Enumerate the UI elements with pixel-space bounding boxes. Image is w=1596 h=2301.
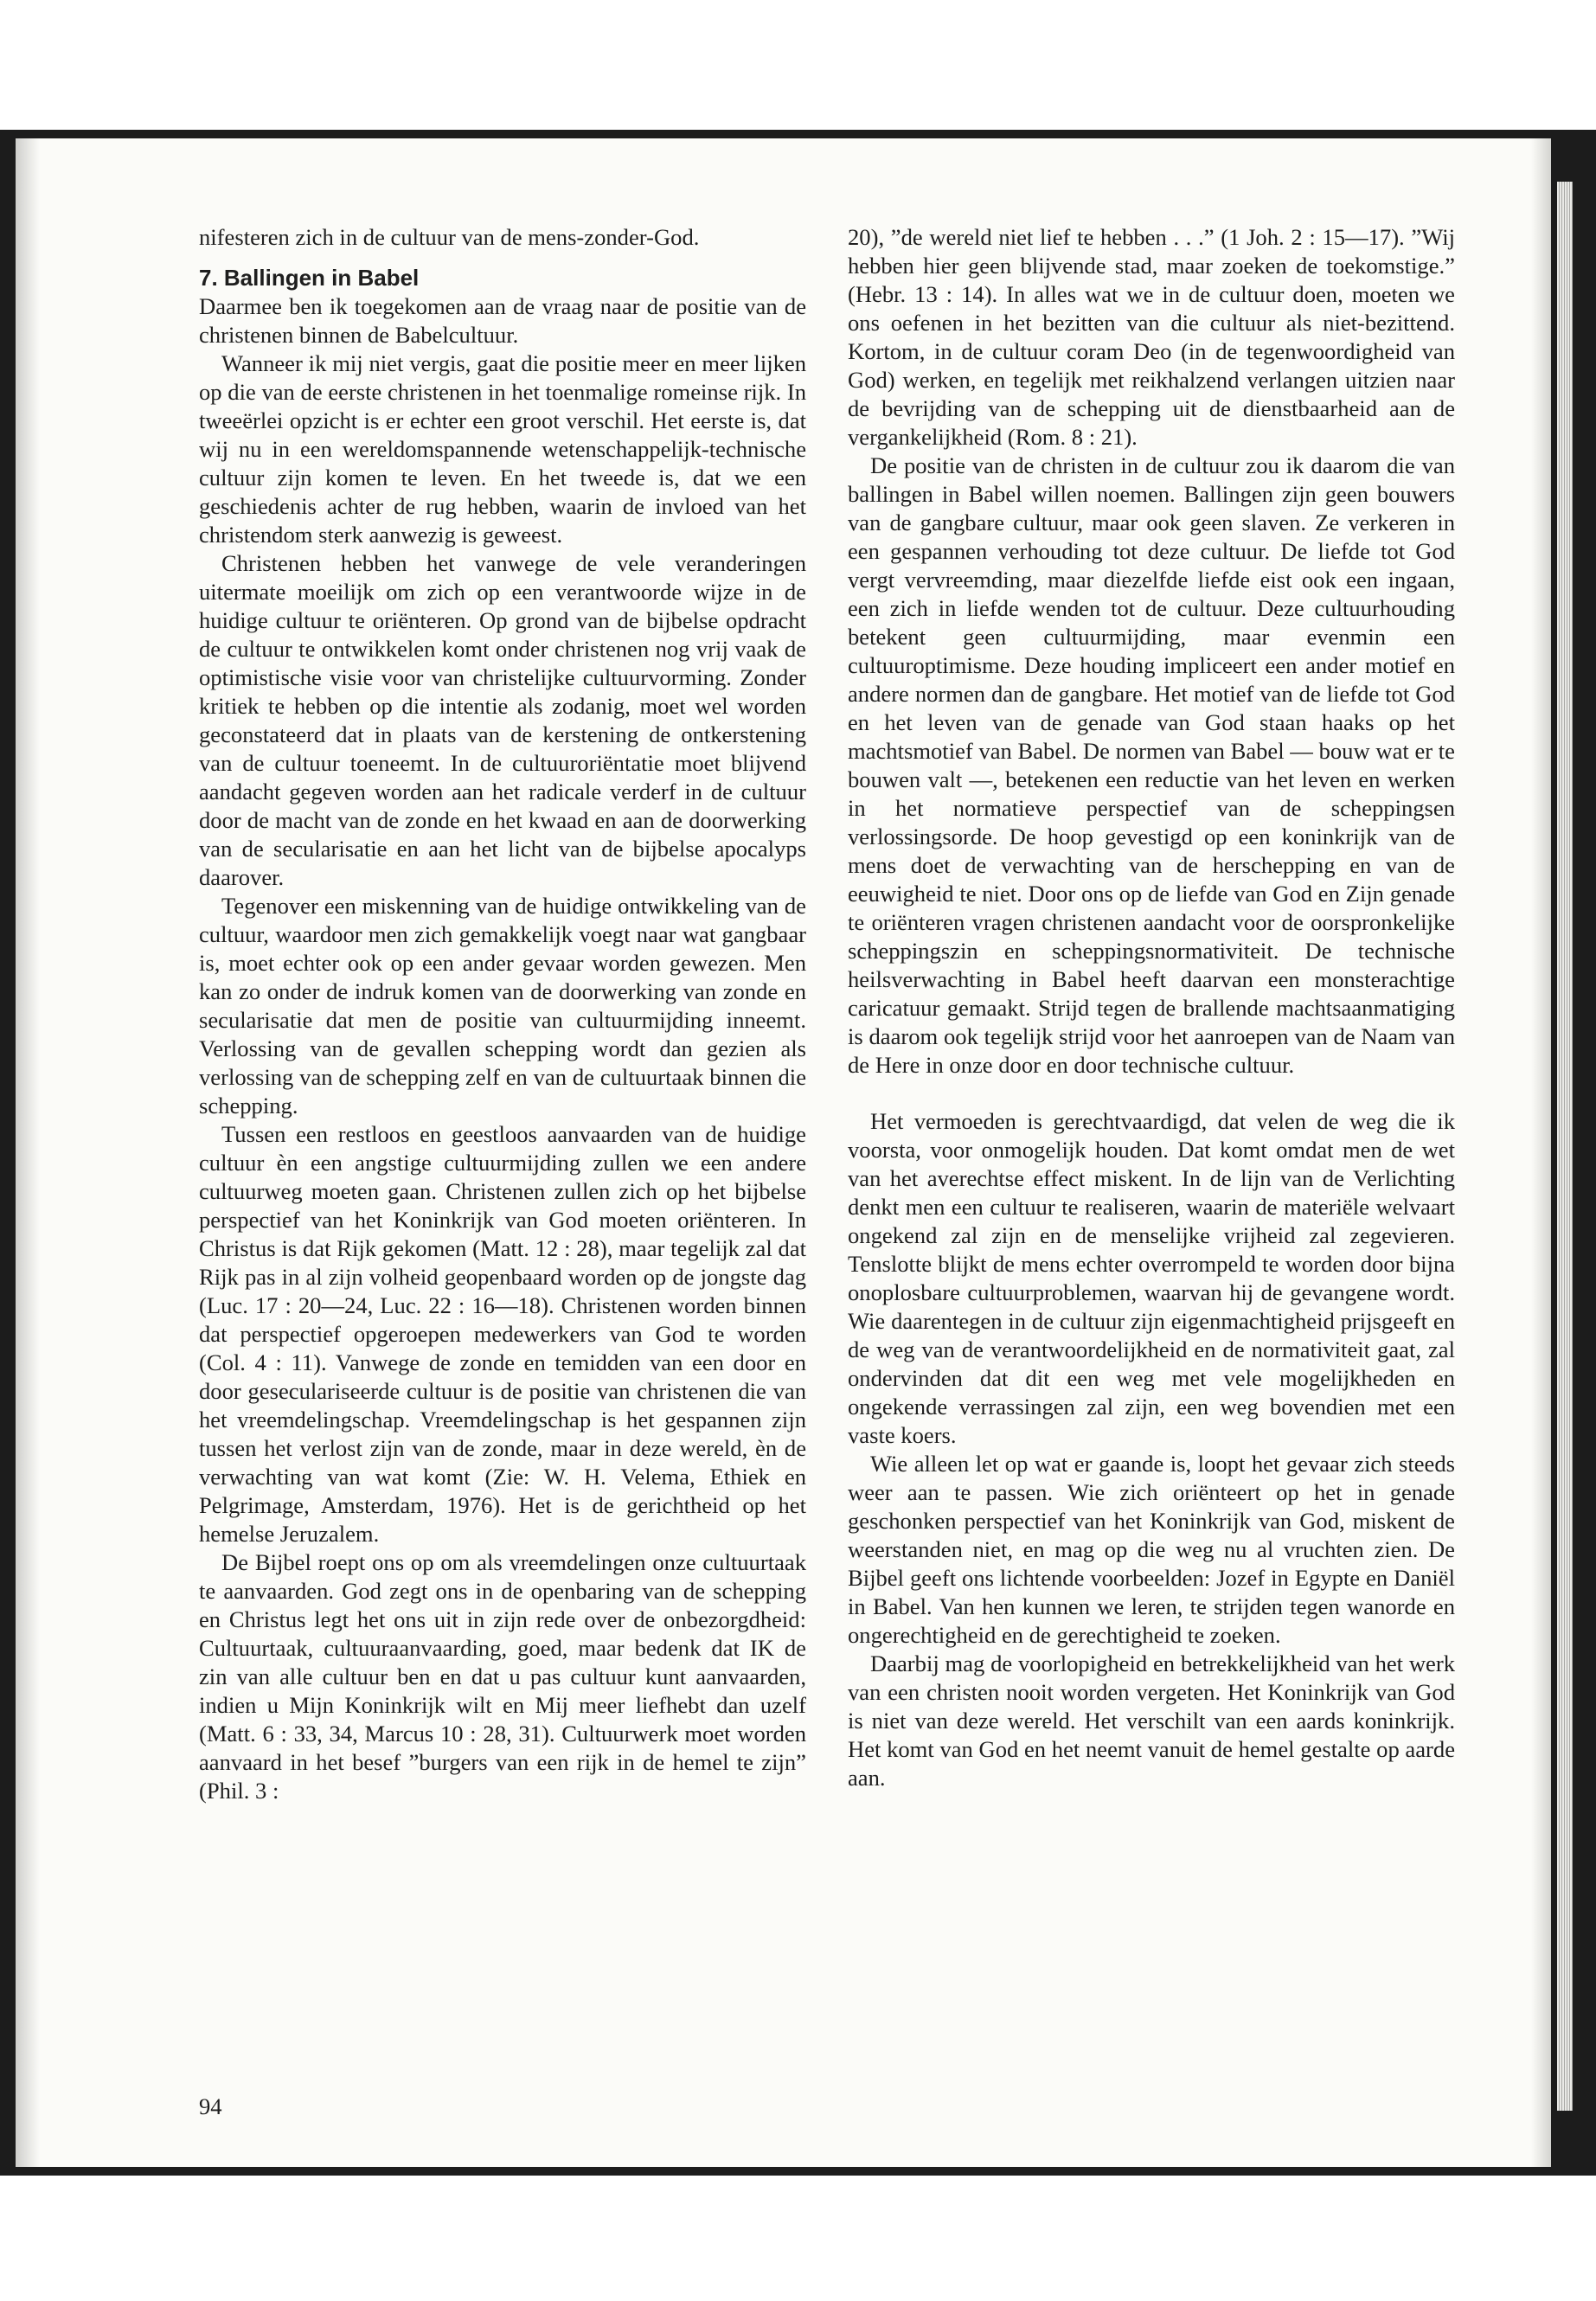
left-column [199,223,806,1805]
paragraph: Christenen hebben het vanwege de vele veranderingen uitermate moeilijk om zich op een verantwoorde wijze in de huidige cultuur te oriënteren. Op grond van de bijbelse opdracht de cultuur te ontwikkelen komt onder christenen nog vrij vaak de optimistische visie voor van christelijke cultuurvorming. Zonder kritiek te hebben op die intentie als zodanig, moet wel worden geconstateerd dat in plaats van de kerstening de ontkerstening van de cultuur toeneemt. In de cultuuroriëntatie moet blijvend aandacht gegeven worden aan het radicale verderf in de cultuur door de macht van de zonde en het kwaad en aan de doorwerking van de secularisatie en aan het licht van de bijbelse apocalyps daarover. [199,550,806,890]
page-outer-shadow [1531,138,1551,2167]
section-heading: 7. Ballingen in Babel [199,265,420,291]
page-stack-edge [1557,182,1573,2111]
paragraph: Wanneer ik mij niet vergis, gaat die positie meer en meer lijken op die van de eerste christenen in het toenmalige romeinse rijk. In tweeërlei opzicht is er echter een groot verschil. Het eerste is, dat wij nu in een wereldomspannende wetenschappelijk-technische cultuur zijn komen te leven. En het tweede is, dat we een geschiedenis achter de rug hebben, waarin de invloed van het christendom sterk aanwezig is geweest. [199,350,806,548]
paragraph: Wie alleen let op wat er gaande is, loopt het gevaar zich steeds weer aan te passen. Wie zich oriënteert op het in genade geschonken perspectief van het Koninkrijk van God, miskent de weerstanden niet, en mag op die weg nu al vruchten zien. De Bijbel geeft ons lichtende voorbeelden: Jozef in Egypte en Daniël in Babel. Van hen kunnen we leren, te strijden tegen wanorde en ongerechtigheid en de gerechtigheid te zoeken. [848,1451,1455,1648]
paragraph: 20), ”de wereld niet lief te hebben . . .” (1 Joh. 2 : 15—17). ”Wij hebben hier geen blijvende stad, maar zoeken de toekomstige.” (Hebr. 13 : 14). In alles wat we in de cultuur doen, moeten we ons oefenen in het bezitten van die cultuur als niet-bezittend. Kortom, in de cultuur coram Deo (in de tegenwoordigheid van God) werken, en tegelijk met reikhalzend verlangen uitzien naar de bevrijding van de schepping uit de dienstbaarheid aan de vergankelijkheid (Rom. 8 : 21). [848,224,1455,450]
page-number: 94 [199,2093,222,2119]
paragraph: Daarmee ben ik toegekomen aan de vraag naar de positie van de christenen binnen de Babelcultuur. [199,293,806,348]
paragraph: De positie van de christen in de cultuur zou ik daarom die van ballingen in Babel willen noemen. Ballingen zijn geen bouwers van de gangbare cultuur, maar ook geen slaven. Ze verkeren in een gespannen verhouding tot deze cultuur. De liefde tot God vergt vervreemding, maar diezelfde liefde eist ook een ingaan, een zich in liefde wenden tot de cultuur. Deze cultuurhouding betekent geen cultuurmijding, maar evenmin een cultuuroptimisme. Deze houding impliceert een ander motief en andere normen dan de gangbare. Het motief van de liefde tot God en het leven van de genade van God staan haaks op het machtsmotief van Babel. De normen van Babel — bouw wat er te bouwen valt —, betekenen een reductie van het leven en werken in het normatieve perspectief van de scheppingsen verlossingsorde. De hoop gevestigd op een koninkrijk van de mens doet de verwachting van de herschepping en van de eeuwigheid te niet. Door ons op de liefde van God en Zijn genade te oriënteren vragen christenen aandacht voor de oorspronkelijke scheppingszin en scheppingsnormativiteit. De technische heilsverwachting in Babel heeft daarvan een monsterachtige caricatuur gemaakt. Strijd tegen de brallende machtsaanmatiging is daarom ook tegelijk strijd voor het aanroepen van de Naam van de Here in onze door en door technische cultuur. [848,452,1455,1078]
paragraph: Het vermoeden is gerechtvaardigd, dat velen de weg die ik voorsta, voor onmogelijk houden. Dat komt omdat men de wet van het averechtse effect miskent. In de lijn van de Verlichting denkt men een cultuur te realiseren, waarin de materiële welvaart ongekend zal zijn en de menselijke vrijheid zal zegevieren. Tenslotte blijkt de mens echter overrompeld te worden door bijna onoplosbare cultuurproblemen, waarvan hij de gevangene wordt. Wie daarentegen in de cultuur zijn eigenmachtigheid prijsgeeft en de weg van de verantwoordelijkheid en de normativiteit gaat, zal ondervinden dat dit een weg met vele mogelijkheden en ongekende verrassingen zal zijn, een weg bovendien met een vaste koers. [848,1108,1455,1448]
paragraph: Tegenover een miskenning van de huidige ontwikkeling van de cultuur, waardoor men zich gemakkelijk voegt naar wat gangbaar is, moet echter ook op een ander gevaar worden gewezen. Men kan zo onder de indruk komen van de doorwerking van zonde en secularisatie dat men de positie van cultuurmijding inneemt. Verlossing van de gevallen schepping wordt dan gezien als verlossing van de schepping zelf en van de cultuurtaak binnen die schepping. [199,893,806,1118]
paragraph: De Bijbel roept ons op om als vreemdelingen onze cultuurtaak te aanvaarden. God zegt ons in de openbaring van de schepping en Christus legt het ons uit in zijn rede over de onbezorgdheid: Cultuurtaak, cultuuraanvaarding, goed, maar bedenk dat IK de zin van alle cultuur ben en dat u pas cultuur kunt aanvaarden, indien u Mijn Koninkrijk wilt en Mij meer liefhebt dan uzelf (Matt. 6 : 33, 34, Marcus 10 : 28, 31). Cultuurwerk moet worden aanvaard in het besef ”burgers van een rijk in de hemel te zijn” (Phil. 3 : [199,1549,806,1804]
paragraph: nifesteren zich in de cultuur van de mens-zonder-God. [199,224,700,250]
paragraph: Daarbij mag de voorlopigheid en betrekkelijkheid van het werk van een christen nooit worden vergeten. Het Koninkrijk van God is niet van deze wereld. Het verschilt van een aards koninkrijk. Het komt van God en het neemt vanuit de hemel gestalte op aarde aan. [848,1650,1455,1791]
paragraph: Tussen een restloos en geestloos aanvaarden van de huidige cultuur èn een angstige cultuurmijding zullen we een andere cultuurweg moeten gaan. Christenen zullen zich op het bijbelse perspectief van het Koninkrijk van God moeten oriënteren. In Christus is dat Rijk gekomen (Matt. 12 : 28), maar tegelijk zal dat Rijk pas in al zijn volheid geopenbaard worden op de jongste dag (Luc. 17 : 20—24, Luc. 22 : 16—18). Christenen worden binnen dat perspectief opgeroepen medewerkers van God te worden (Col. 4 : 11). Vanwege de zonde en temidden van een door en door geseculariseerde cultuur is de positie van christenen die van het vreemdelingschap. Vreemdelingschap is het gespannen zijn tussen het verlost zijn van de zonde, maar in deze wereld, èn de verwachting van wat komt (Zie: W. H. Velema, Ethiek en Pelgrimage, Amsterdam, 1976). Het is de gerichtheid op het hemelse Jeruzalem. [199,1121,806,1547]
page-gutter-shadow [16,138,40,2167]
right-column [848,223,1455,1792]
